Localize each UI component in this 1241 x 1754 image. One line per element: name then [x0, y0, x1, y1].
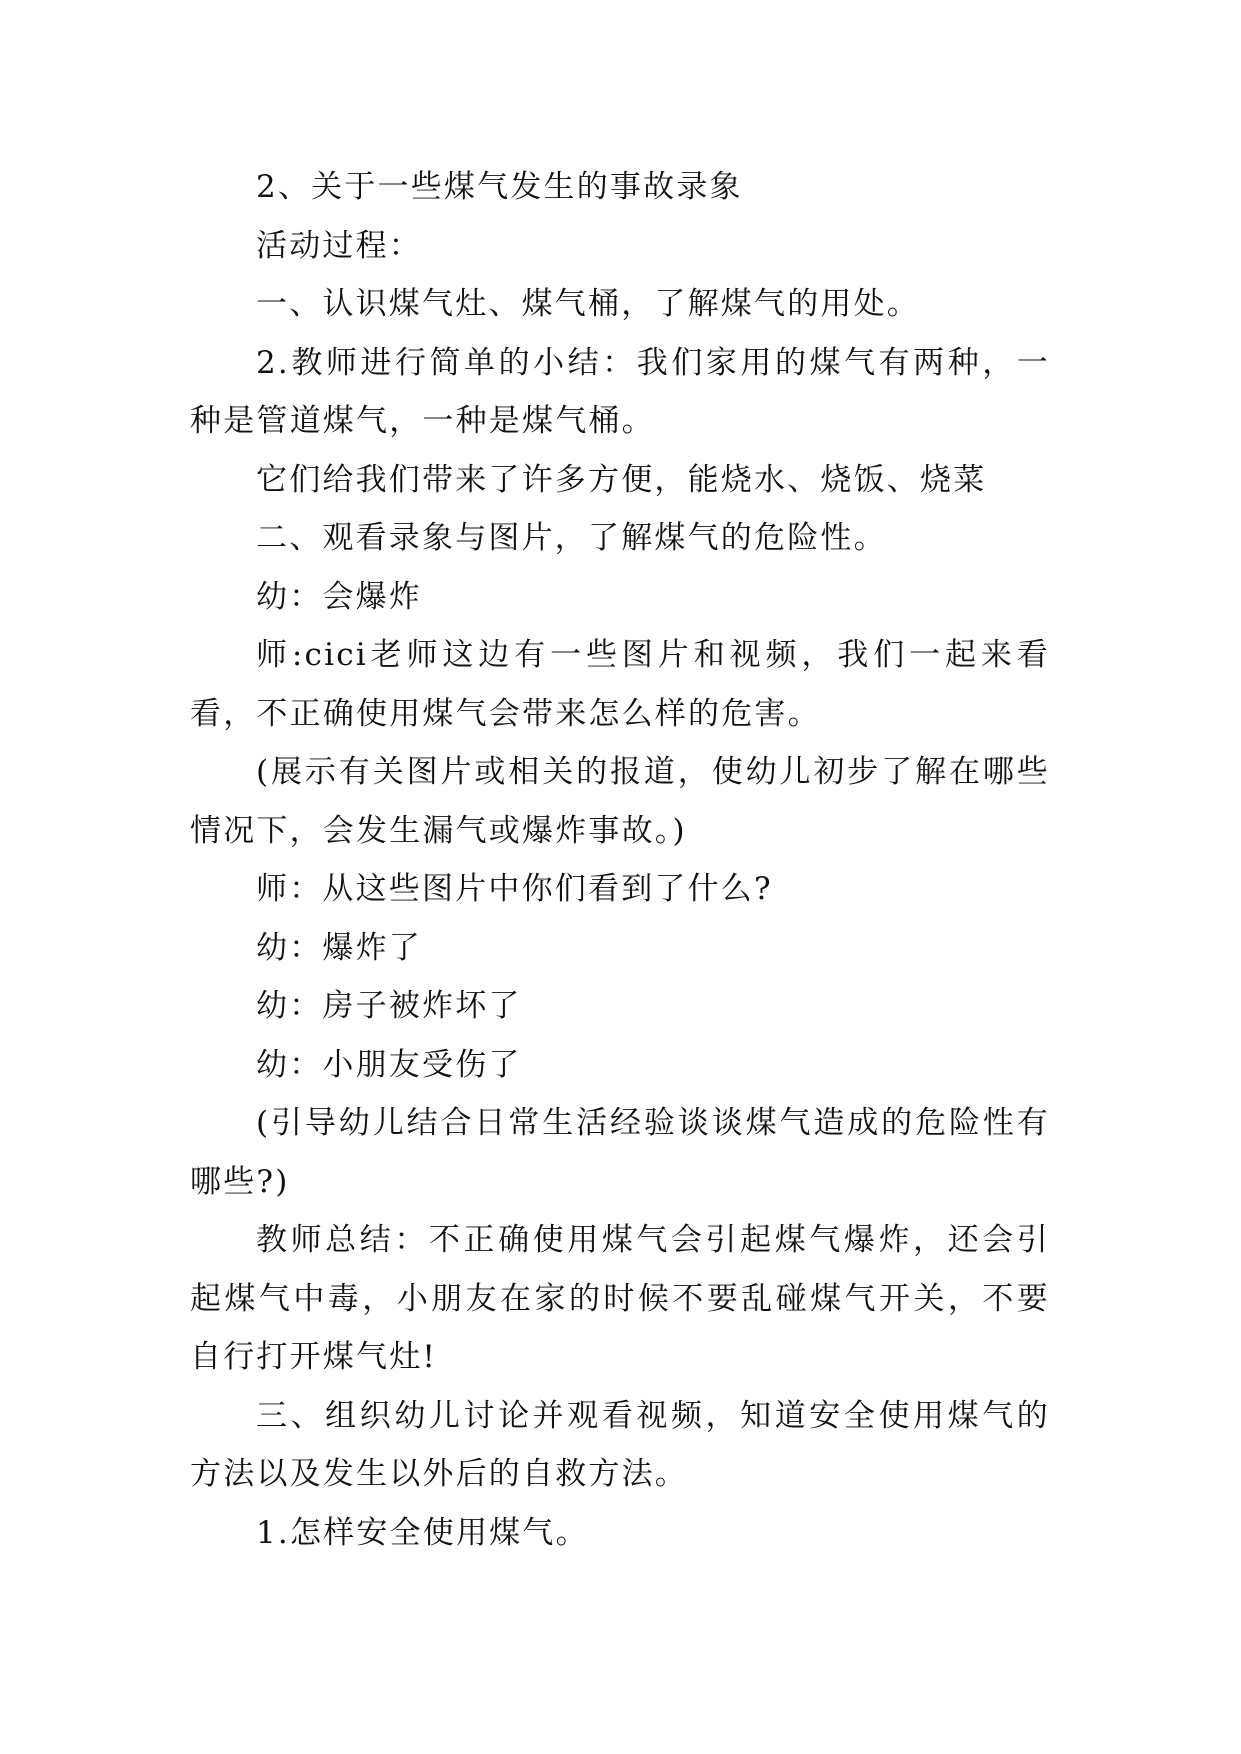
paragraph-teacher-intro: 师:cici老师这边有一些图片和视频，我们一起来看看，不正确使用煤气会带来怎么样的危害。	[190, 637, 1050, 732]
paragraph-safe-use: 1.怎样安全使用煤气。	[256, 1514, 589, 1551]
paragraph-child-reply-3: 幼：房子被炸坏了	[256, 988, 522, 1024]
paragraph-child-reply-2: 幼：爆炸了	[256, 929, 422, 966]
paragraph-section-1-heading: 一、认识煤气灶、煤气桶，了解煤气的用处。	[256, 286, 920, 322]
paragraph-teacher-question: 师：从这些图片中你们看到了什么?	[256, 871, 773, 907]
paragraph-child-reply-1: 幼：会爆炸	[256, 578, 422, 615]
paragraph-section-3-heading: 三、组织幼儿讨论并观看视频，知道安全使用煤气的方法以及发生以外后的自救方法。	[190, 1397, 1050, 1492]
paragraph-section-2-heading: 二、观看录象与图片，了解煤气的危险性。	[256, 520, 887, 556]
paragraph-benefits: 它们给我们带来了许多方便，能烧水、烧饭、烧菜	[256, 461, 987, 498]
paragraph-guide-discussion: (引导幼儿结合日常生活经验谈谈煤气造成的危险性有哪些?)	[190, 1105, 1050, 1200]
paragraph-show-pictures: (展示有关图片或相关的报道，使幼儿初步了解在哪些情况下，会发生漏气或爆炸事故。)	[190, 754, 1050, 849]
paragraph-materials-2: 2、关于一些煤气发生的事故录象	[256, 169, 743, 205]
document-body	[190, 158, 1050, 1562]
paragraph-process-heading: 活动过程：	[256, 227, 422, 264]
paragraph-child-reply-4: 幼：小朋友受伤了	[256, 1046, 522, 1083]
paragraph-teacher-summary-1: 2.教师进行简单的小结：我们家用的煤气有两种，一种是管道煤气，一种是煤气桶。	[190, 344, 1050, 439]
paragraph-teacher-summary-2: 教师总结：不正确使用煤气会引起煤气爆炸，还会引起煤气中毒，小朋友在家的时候不要乱碰煤气开关，不要自行打开煤气灶!	[190, 1222, 1050, 1375]
